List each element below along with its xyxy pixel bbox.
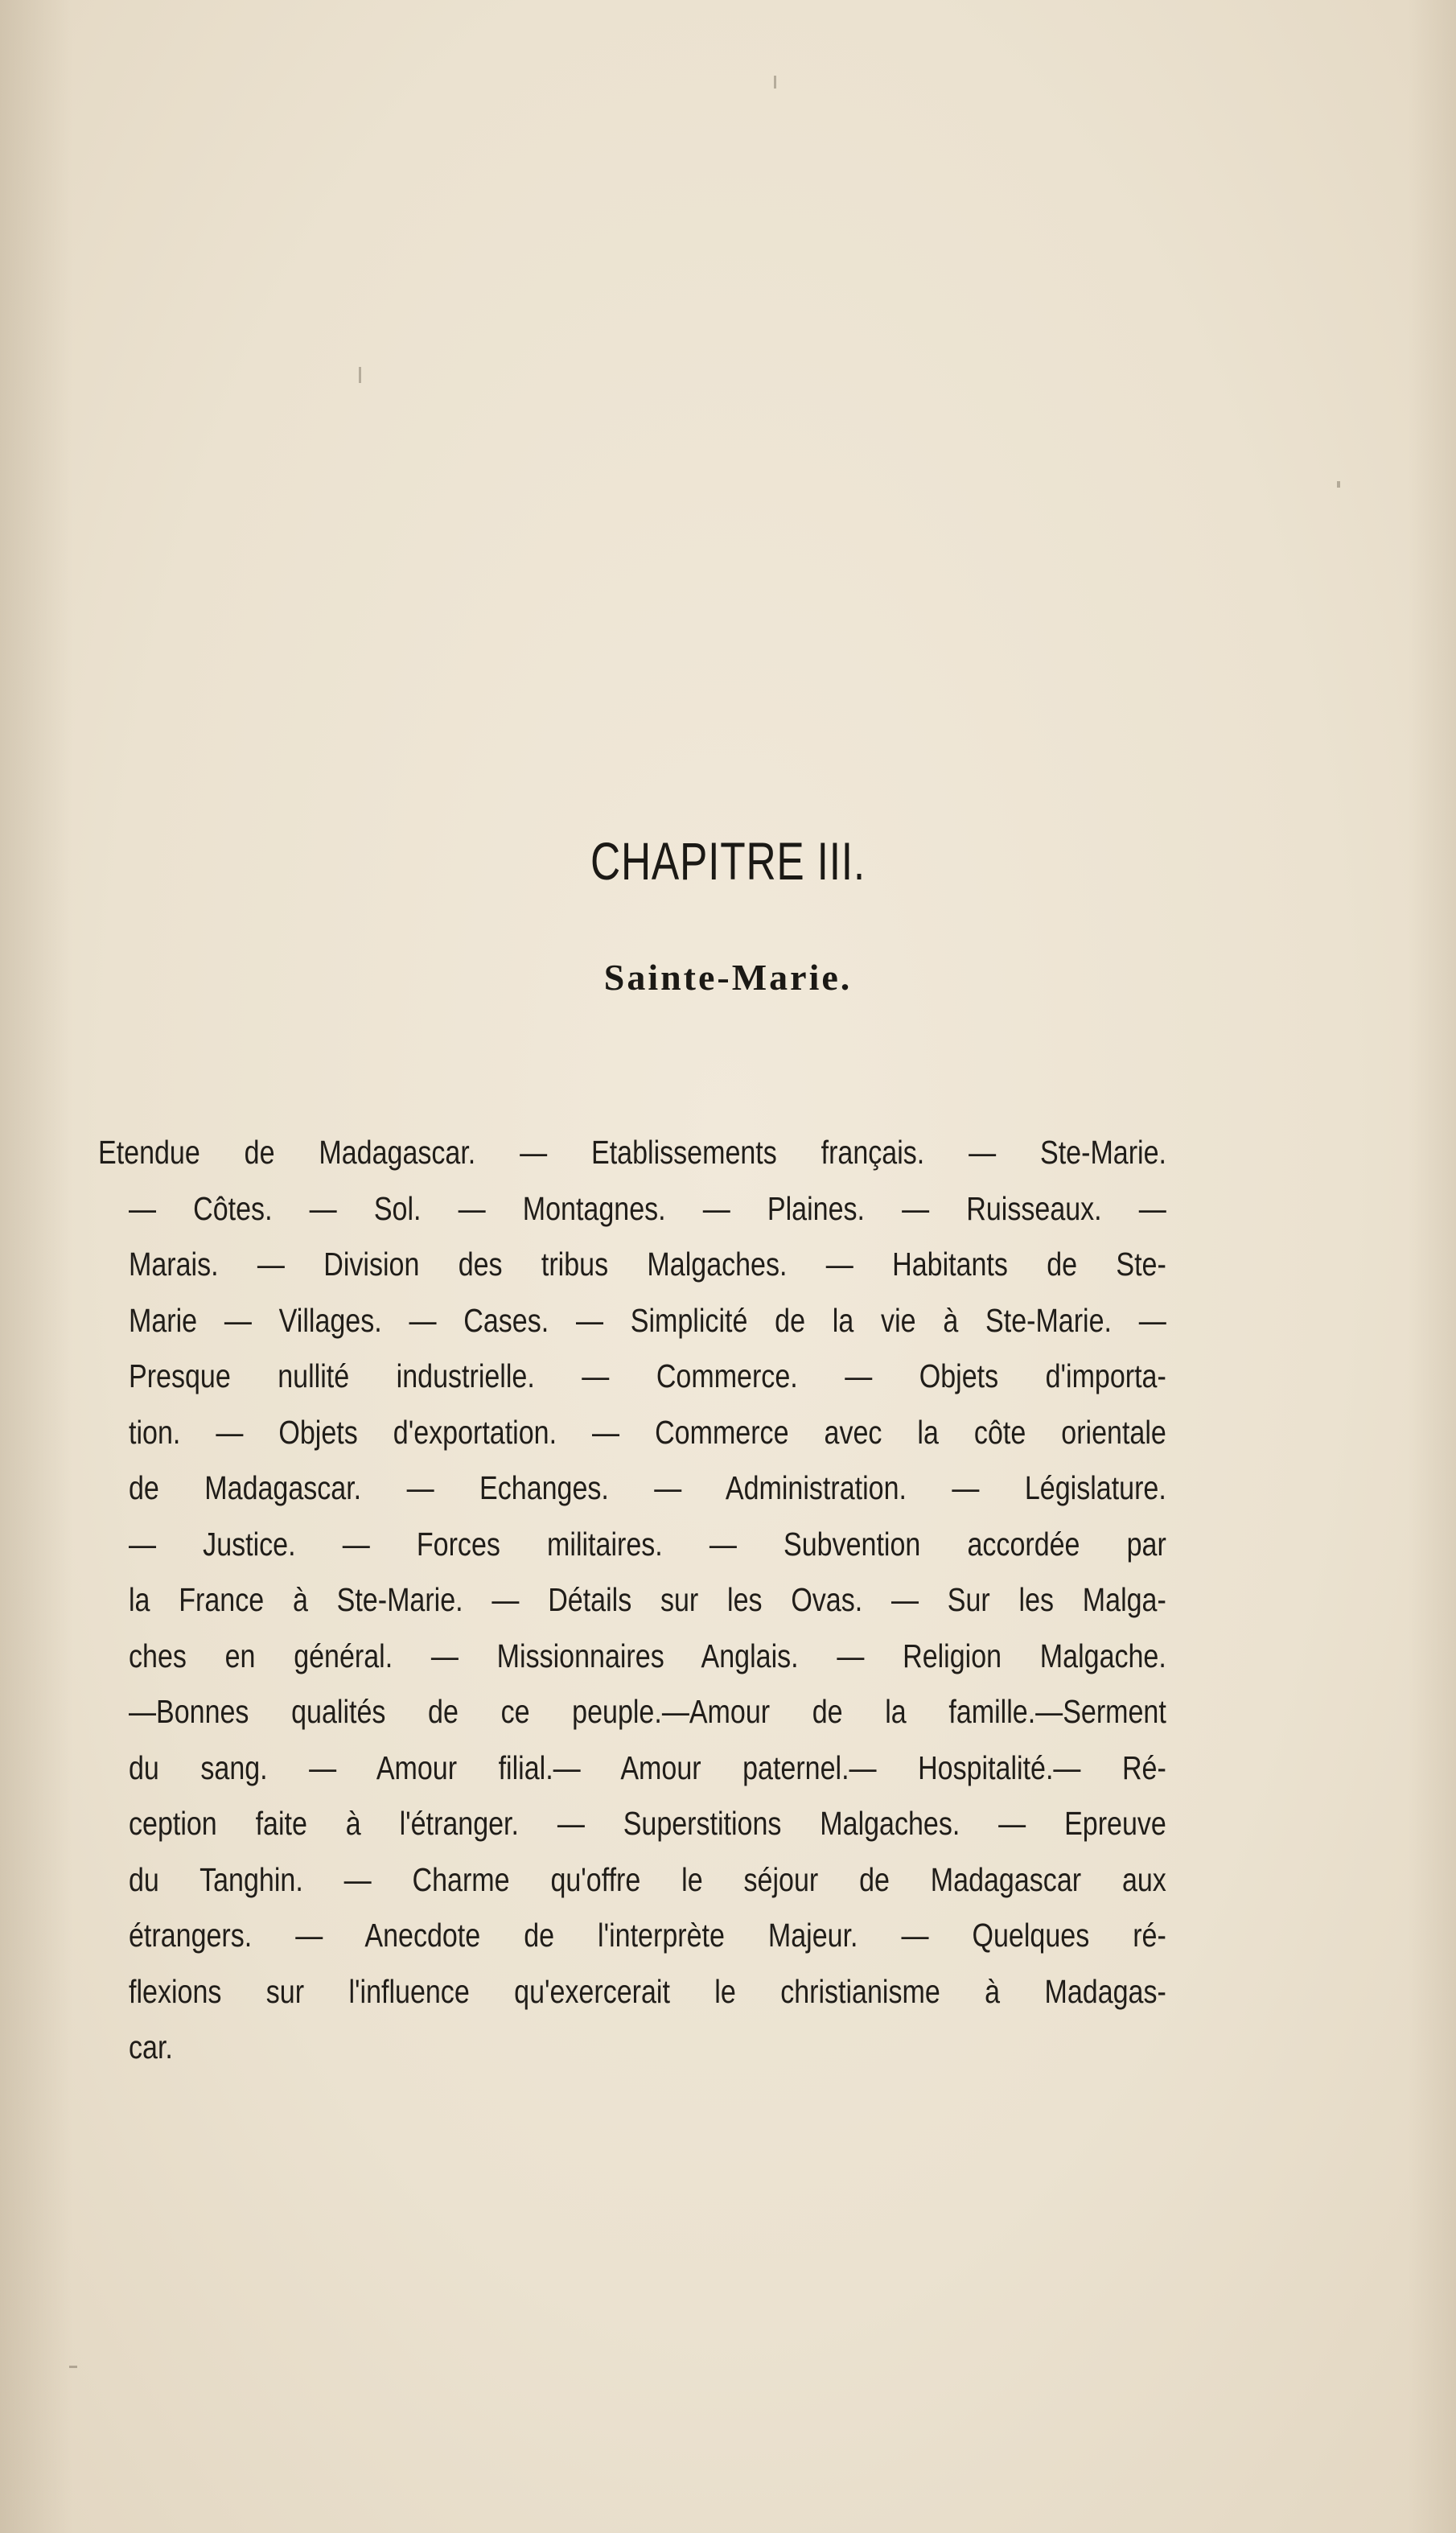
summary-line: Marie — Villages. — Cases. — Simplicité de la vie à Ste-Marie. —: [129, 1301, 1166, 1339]
summary-line: Etendue de Madagascar. — Etablissements français. — Ste-Marie.: [98, 1134, 1166, 1171]
chapter-title: CHAPITRE III.: [590, 831, 866, 892]
summary-line: la France à Ste-Marie. — Détails sur les Ovas. — Sur les Malga-: [129, 1581, 1166, 1618]
summary-line: de Madagascar. — Echanges. — Administration. — Législature.: [129, 1469, 1166, 1506]
summary-line: — Côtes. — Sol. — Montagnes. — Plaines. — Ruisseaux. —: [129, 1189, 1166, 1227]
summary-line: tion. — Objets d'exportation. — Commerce avec la côte orientale: [129, 1413, 1166, 1451]
paper-speck: [774, 76, 776, 89]
summary-line: flexions sur l'influence qu'exercerait le christianisme à Madagas-: [129, 1972, 1166, 2010]
summary-line: ception faite à l'étranger. — Superstitions Malgaches. — Epreuve: [129, 1805, 1166, 1842]
chapter-summary: [98, 1125, 1174, 2076]
paper-speck: [1337, 481, 1340, 488]
summary-line: ches en général. — Missionnaires Anglais. — Religion Malgache.: [129, 1637, 1166, 1674]
summary-line: Presque nullité industrielle. — Commerce. — Objets d'importa-: [129, 1357, 1166, 1394]
paper-speck: [69, 2366, 77, 2368]
summary-line: — Justice. — Forces militaires. — Subvention accordée par: [129, 1525, 1166, 1563]
summary-line: étrangers. — Anecdote de l'interprète Majeur. — Quelques ré-: [129, 1917, 1166, 1954]
summary-line: Marais. — Division des tribus Malgaches. — Habitants de Ste-: [129, 1246, 1166, 1283]
summary-line: car.: [129, 2028, 173, 2066]
summary-line: —Bonnes qualités de ce peuple.—Amour de la famille.—Serment: [129, 1693, 1166, 1730]
summary-line: du sang. — Amour filial.— Amour paternel.— Hospitalité.— Ré-: [129, 1748, 1166, 1786]
paper-speck: [359, 367, 361, 383]
summary-line: du Tanghin. — Charme qu'offre le séjour de Madagascar aux: [129, 1860, 1166, 1898]
section-title: Sainte-Marie.: [603, 957, 853, 998]
